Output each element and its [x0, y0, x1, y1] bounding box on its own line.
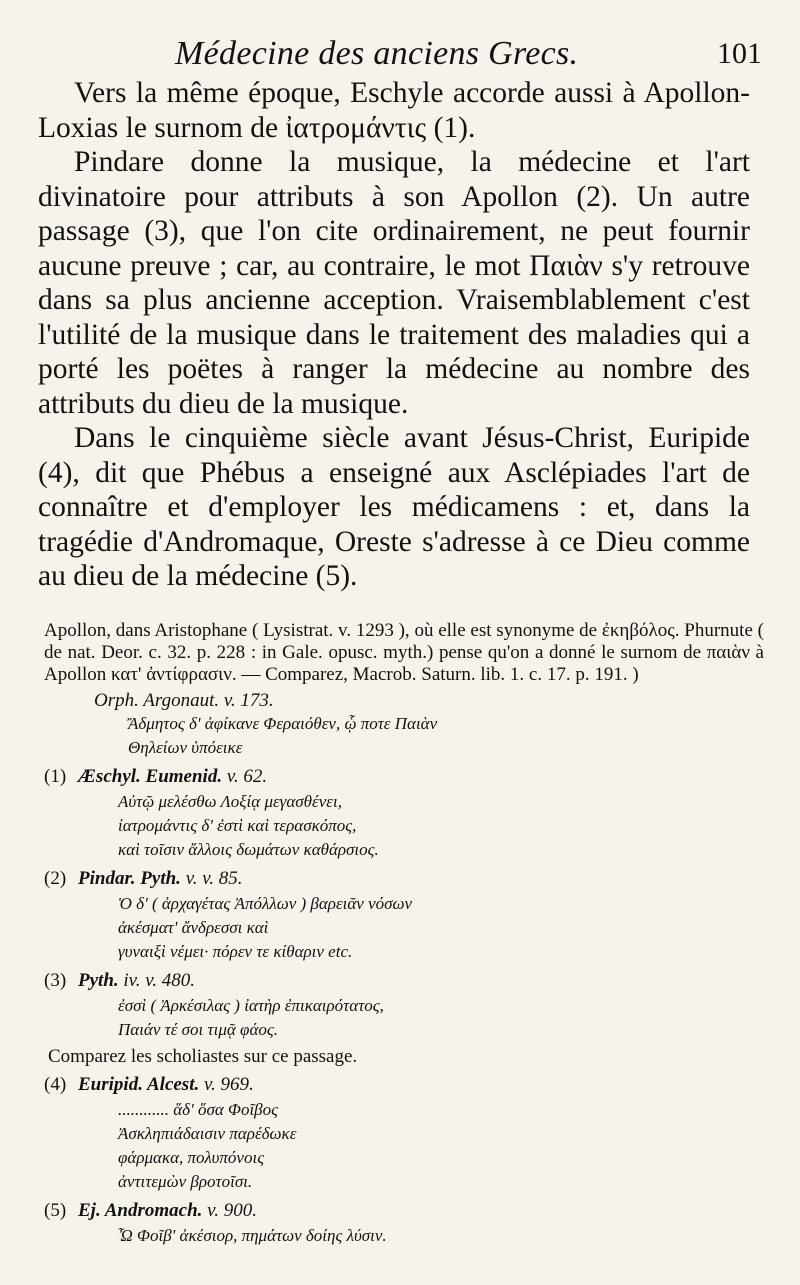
greek-quote-line: Ὦ Φοῖβ' ἀκέσιορ, πημάτων δοίης λύσιν. — [118, 1226, 387, 1245]
greek-quote-line: Αὐτῷ μελέσθω Λοξίᾳ μεγασθένει, — [118, 792, 342, 811]
footnote-source: Ej. Andromach. — [78, 1200, 203, 1221]
running-header — [175, 34, 762, 74]
footnote-source: Euripid. Alcest. — [78, 1074, 200, 1095]
footnote-source: Pindar. Pyth. — [78, 868, 181, 889]
footnote-source: Pyth. — [78, 970, 119, 991]
footnote-number: (1) — [44, 766, 67, 787]
footnote-locator: v. 900. — [202, 1200, 257, 1221]
footnote-number: (3) — [44, 970, 67, 991]
paragraph: Dans le cinquième siècle avant Jésus-Christ, Euripide (4), dit que Phébus a enseigné aux Asclépiades l'art de connaître et d'employer les médicamens : et, dans la tragédie d'Andromaque, Oreste s'adresse à ce Dieu comme au dieu de la médecine (5). — [38, 422, 750, 592]
footnote-continuation: Apollon, dans Aristophane ( Lysistrat. v. 1293 ), où elle est synonyme de ἐκηβόλος. Phurnute ( de nat. Deor. c. 32. p. 228 : in Gale. opusc. myth.) pense qu'on a donné le surnom de παιὰν à Apollon κατ' ἀντίφρασιν. — Comparez, Macrob. Saturn. lib. 1. c. 17. p. 191. ) — [44, 620, 764, 685]
footnote-number: (2) — [44, 868, 67, 889]
greek-quote-line: Ἄδμητος δ' ἀφίκανε Φεραιόθεν, ᾧ ποτε Παιὰν — [128, 714, 438, 733]
paragraph: Pindare donne la musique, la médecine et l'art divinatoire pour attributs à son Apollon (2). Un autre passage (3), que l'on cite ordinairement, ne peut fournir aucune preuve ; car, au contraire, le mot Παιὰν s'y retrouve dans sa plus ancienne acception. Vraisemblablement c'est l'utilité de la musique dans le traitement des maladies qui a porté les poëtes à ranger la médecine au nombre des attributs du dieu de la musique. — [38, 146, 750, 420]
greek-quote-line: Ἀσκληπιάδαισιν παρέδωκε — [118, 1124, 297, 1143]
greek-quote-line: Ὁ δ' ( ἀρχαγέτας Ἀπόλλων ) βαρειᾶν νόσων — [118, 894, 413, 913]
footnote-2 — [44, 868, 764, 964]
greek-quote-line: Παιάν τέ σοι τιμᾷ φάος. — [118, 1020, 279, 1039]
greek-quote-line: ............ ἅδ' ὅσα Φοῖβος — [118, 1100, 279, 1119]
paragraph: Vers la même époque, Eschyle accorde aussi à Apollon-Loxias le surnom de ἰατρομάντις (1). — [38, 77, 750, 144]
running-title: Médecine des anciens Grecs. — [175, 35, 579, 72]
footnote-reference: Orph. Argonaut. v. 173. — [94, 690, 274, 711]
greek-quote-line: ἰατρομάντις δ' ἐστὶ καὶ τερασκόπος, — [118, 816, 357, 835]
greek-quote-line: καὶ τοῖσιν ἄλλοις δωμάτων καθάρσιος. — [118, 840, 379, 859]
footnote-locator: v. 62. — [222, 766, 268, 787]
footnote-locator: iv. v. 480. — [118, 970, 195, 991]
footnote-4 — [44, 1074, 764, 1194]
greek-quote-line: φάρμακα, πολυπόνοις — [118, 1148, 265, 1167]
greek-quote-line: ἐσσὶ ( Ἀρκέσιλας ) ἰατὴρ ἐπικαιρότατος, — [118, 996, 384, 1015]
footnote-source: Æschyl. Eumenid. — [78, 766, 223, 787]
greek-quote-line: Θηλείων ὑπόεικε — [128, 738, 243, 757]
greek-quote-line: ἀντιτεμὼν βροτοῖσι. — [118, 1172, 253, 1191]
footnotes — [44, 620, 764, 1248]
footnote-number: (4) — [44, 1074, 67, 1095]
footnote-3 — [44, 970, 764, 1042]
greek-quote-line: ἀκέσματ' ἄνδρεσσι καὶ — [118, 918, 269, 937]
footnote-locator: v. 969. — [199, 1074, 254, 1095]
footnote-comment: Comparez les scholiastes sur ce passage. — [48, 1046, 358, 1067]
footnote-5 — [44, 1200, 764, 1248]
footnote-locator: v. v. 85. — [180, 868, 243, 889]
footnote-number: (5) — [44, 1200, 67, 1221]
page-number: 101 — [717, 37, 762, 70]
footnote-1 — [44, 766, 764, 862]
greek-quote-line: γυναιξὶ νέμει· πόρεν τε κίθαριν etc. — [118, 942, 353, 961]
main-text — [38, 76, 750, 594]
